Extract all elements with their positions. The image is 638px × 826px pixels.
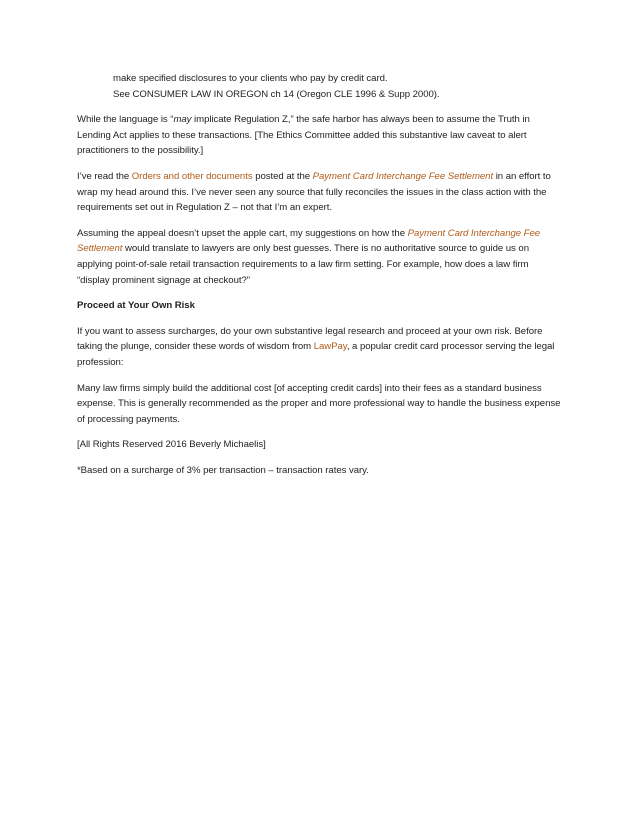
- block-quote-line-1: make specified disclosures to your clients who pay by credit card.: [113, 73, 388, 84]
- paragraph-text: posted at the: [252, 170, 313, 182]
- footnote: *Based on a surcharge of 3% per transaction – transaction rates vary.: [77, 464, 369, 476]
- paragraph-orders: [77, 169, 562, 216]
- paragraph-appeal: [77, 226, 562, 288]
- paragraph-text: would translate to lawyers are only best guesses. There is no authoritative source to guide us on applying point-of-sale retail transaction requirements to a law firm setting. For example, how does a law firm “display prominent signage at checkout?”: [77, 243, 529, 286]
- emphasis-may: may: [173, 114, 192, 126]
- paragraph-text: If you want to assess surcharges, do your own substantive legal research and proceed at your own risk. Before taking the plunge, consider these words of wisdom from: [77, 325, 543, 353]
- link-orders-and-documents[interactable]: Orders and other documents: [131, 170, 253, 182]
- block-quote-line-2: See CONSUMER LAW IN OREGON ch 14 (Oregon CLE 1996 & Supp 2000).: [113, 88, 440, 100]
- paragraph-text: Assuming the appeal doesn’t upset the apple cart, my suggestions on how the: [77, 227, 408, 239]
- link-payment-card-settlement[interactable]: Payment Card Interchange Fee Settlement: [312, 170, 494, 182]
- link-lawpay[interactable]: LawPay: [313, 341, 347, 353]
- paragraph-text: in an effort to wrap my head around this. I’ve never seen any source that fully reconciles the issues in the class action with the requirements set out in Regulation Z – not that I’m an expert.: [77, 170, 551, 214]
- document-body: [77, 71, 562, 478]
- paragraph-text: I’ve read the: [77, 170, 132, 182]
- paragraph-regulation-z: [77, 112, 562, 159]
- paragraph-lawpay-quote: Many law firms simply build the additional cost [of accepting credit cards] into their fees as a standard business expense. This is generally recommended as the proper and more professional way to handle the business expense of processing payments.: [77, 382, 561, 425]
- link-payment-card-settlement-2[interactable]: Payment Card Interchange Fee Settlement: [77, 227, 541, 255]
- paragraph-text: While the language is “: [77, 114, 174, 126]
- paragraph-text: implicate Regulation Z,” the safe harbor has always been to assume the Truth in Lending Act applies to these transactions. [The Ethics Committee added this substantive law caveat to alert practitioners to the possibility.]: [77, 114, 530, 157]
- paragraph-surcharges: [77, 324, 562, 371]
- section-heading: Proceed at Your Own Risk: [77, 300, 195, 312]
- copyright-notice: [All Rights Reserved 2016 Beverly Michaelis]: [77, 439, 266, 451]
- paragraph-text: , a popular credit card processor serving the legal profession:: [77, 341, 555, 368]
